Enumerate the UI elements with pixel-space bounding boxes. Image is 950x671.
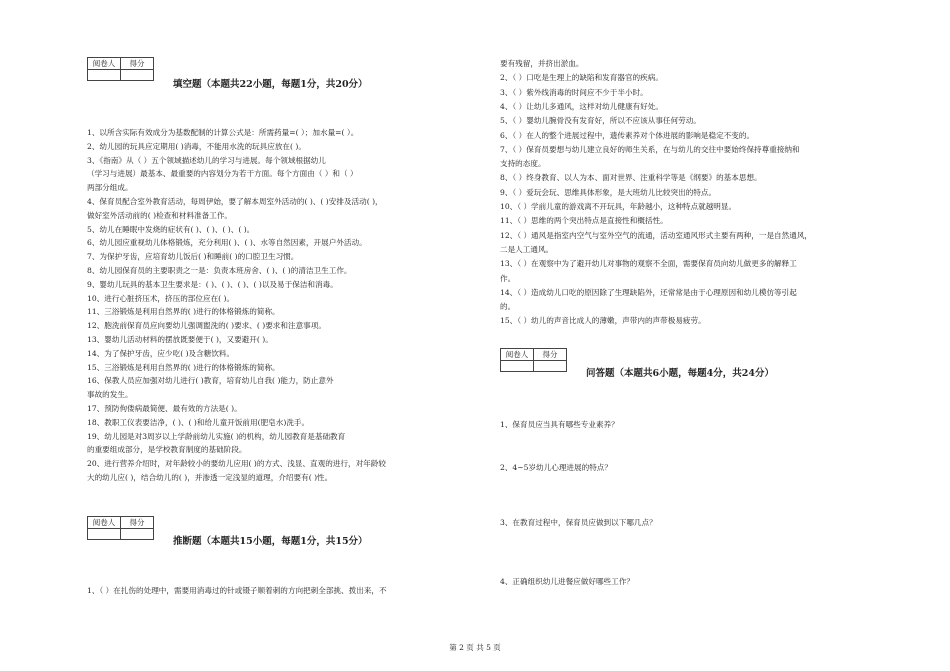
score-box-fill (87, 57, 154, 81)
question-line: 12、胞洗前保育员应向要幼儿强调盥洗的( )要求、( )要求和注意事项。 (87, 321, 326, 331)
question-line: 2、（ ）口吃是生理上的缺陷和发育器官的疾病。 (500, 73, 663, 83)
question-line: 二是人工通风。 (500, 244, 554, 254)
question-line: 7、为保护牙齿，应培育幼儿饭后( )和睡前( )的口腔卫生习惯。 (87, 252, 299, 262)
section-title-judge: 推断题（本题共15小题，每题1分，共15分） (173, 536, 368, 547)
question-line: 14、为了保护牙齿，应少吃( )及含糖饮料。 (87, 348, 235, 358)
question-line: 11、三浴锻炼是利用自然界的( )进行的体格锻炼的简称。 (87, 307, 280, 317)
question-line: 8、幼儿园保育员的主要职责之一是：负责本班房舍、( )、( )的清洁卫生工作。 (87, 266, 352, 275)
question-line: 7、（ ）保育员要想与幼儿建立良好的师生关系，在与幼儿的交往中要始终保持尊重接纳和 (500, 144, 800, 154)
qa-question: 2、4~5岁幼儿心理进展的特点？ (500, 463, 612, 472)
score-label: 得分 (121, 58, 154, 70)
question-line: 4、（ ）让幼儿多通风，这样对幼儿健康有好处。 (500, 101, 663, 111)
question-line: 1、（ ）在扎伤的处理中，需要用消毒过的针或镊子顺着刺的方向把刺全部挑、拨出来，不 (87, 586, 387, 595)
question-line: 9、（ ）爱玩会玩、思维具体形象，是大班幼儿比较突出的特点。 (500, 187, 717, 197)
reviewer-cell[interactable] (88, 70, 121, 81)
question-line: 16、保教人员应加强对幼儿进行( )教育，培育幼儿自我( )能力，防止意外 (87, 376, 334, 386)
reviewer-cell[interactable] (88, 529, 121, 540)
score-cell[interactable] (534, 361, 567, 372)
score-box-qa (500, 348, 567, 372)
question-line: 作。 (500, 273, 516, 283)
question-line: 13、婴幼儿活动材料的摆放既要便于( )，又要避开( )。 (87, 335, 273, 344)
section-title-qa: 问答题（本题共6小题，每题4分，共24分） (586, 368, 774, 379)
question-line: 6、（ ）在人的整个进展过程中，遗传素养对个体进展的影响是稳定不变的。 (500, 130, 755, 140)
score-label: 得分 (121, 517, 154, 529)
question-line: 10、（ ）学前儿童的游戏离不开玩具，年龄越小，这种特点就越明显。 (500, 202, 737, 211)
question-line: 15、三浴锻炼是利用自然界的( )进行的体格锻炼的简称。 (87, 362, 280, 372)
question-line: 3、《指南》从（ ）五个领域描述幼儿的学习与进展。每个领域根据幼儿 (87, 155, 326, 165)
question-line: 事故的发生。 (87, 390, 133, 400)
question-line: 大的幼儿应( )，结合幼儿的( )，并渗透一定浅显的道理，介绍要有( )性。 (87, 473, 333, 482)
question-line: 5、（ ）婴幼儿腕骨没有发育好，所以不应该从事任何劳动。 (500, 116, 701, 126)
question-line: （学习与进展）最基本、最重要的内容划分为若干方面。每个方面由（ ）和（ ） (87, 169, 358, 179)
question-line: 13、（ ）在观察中为了避开幼儿对事物的观察不全面，需要保育员向幼儿做更多的解释工 (500, 259, 797, 269)
question-line: 9、婴幼儿玩具的基本卫生要求是：( )、( )、( )、( )以及易于保洁和消毒。 (87, 279, 338, 289)
qa-question: 3、在教育过程中，保育员应做到以下哪几点？ (500, 518, 657, 527)
reviewer-label: 阅卷人 (88, 517, 121, 529)
question-line: 14、（ ）造成幼儿口吃的原因除了生理缺陷外，还常常是由于心理原因和幼儿模仿等引起 (500, 287, 797, 297)
reviewer-label: 阅卷人 (88, 58, 121, 70)
score-label: 得分 (534, 349, 567, 361)
score-box-judge (87, 516, 154, 540)
reviewer-label: 阅卷人 (501, 349, 534, 361)
question-line: 1、以所含实际有效成分为基数配制的计算公式是：所需药量=( ）；加水量=( ）。 (87, 128, 359, 137)
score-cell[interactable] (121, 529, 154, 540)
section-title-fill: 填空题（本题共22小题，每题1分，共20分） (173, 79, 368, 90)
question-line: 20、进行营养介绍时，对年龄较小的要幼儿应用( )的方式、浅显、直观的进行，对年龄较 (87, 459, 386, 469)
score-cell[interactable] (121, 70, 154, 81)
qa-question: 1、保育员应当具有哪些专业素养？ (500, 420, 619, 429)
question-line: 8、（ ）终身教育、以人为本、面对世界、注重科学等是《纲要》的基本思想。 (500, 173, 762, 183)
question-line: 做好室外活动前的( )检查和材料准备工作。 (87, 210, 233, 220)
reviewer-cell[interactable] (501, 361, 534, 372)
page-footer: 第 2 页 共 5 页 (449, 643, 501, 652)
question-line: 的重要组成部分，是学校教育制度的基础阶段。 (87, 445, 247, 455)
question-line: 6、幼儿园应重视幼儿体格锻炼，充分利用( )、( )、水等自然因素，开展户外活动。 (87, 238, 367, 248)
question-line: 19、幼儿园是对3周岁以上学龄前幼儿实施( )的机构，幼儿园教育是基础教育 (87, 431, 346, 441)
question-line: 11、（ ）思维的两个突出特点是直接性和概括性。 (500, 216, 668, 226)
question-line: 3、（ ）紫外线消毒的时间应不少于半小时。 (500, 87, 648, 97)
question-line: 10、进行心脏挤压术，挤压的部位应在( )。 (87, 293, 235, 303)
question-line: 17、预防佝偻病最简便、最有效的方法是( )。 (87, 404, 242, 413)
question-line: 两部分组成。 (87, 183, 133, 193)
question-line: 5、幼儿在睡眠中发烧的症状有( )、( )、( )、( )。 (87, 224, 255, 234)
question-line: 2、幼儿园的玩具应定期用( )消毒，不能用水洗的玩具应放在( )。 (87, 141, 306, 151)
question-line: 的。 (500, 302, 516, 312)
question-line: 要有残留，并挤出淤血。 (500, 59, 584, 68)
qa-question: 4、正确组织幼儿进餐应做好哪些工作？ (500, 577, 634, 586)
question-line: 支持的态度。 (500, 159, 546, 169)
question-line: 15、（ ）幼儿的声音比成人的薄嫩，声带内的声带极易疲劳。 (500, 316, 706, 326)
question-line: 4、保育员配合室外教育活动，每周伊始，要了解本周室外活动的( )、( )安排及活动( )， (87, 197, 383, 206)
question-line: 12、（ ）通风是指室内空气与室外空气的流通，活动室通风形式主要有两种，一是自然通风， (500, 230, 813, 240)
question-line: 18、教职工仪表要洁净，( )、( )和给儿童开饭前用(肥皂水)洗手。 (87, 417, 310, 427)
